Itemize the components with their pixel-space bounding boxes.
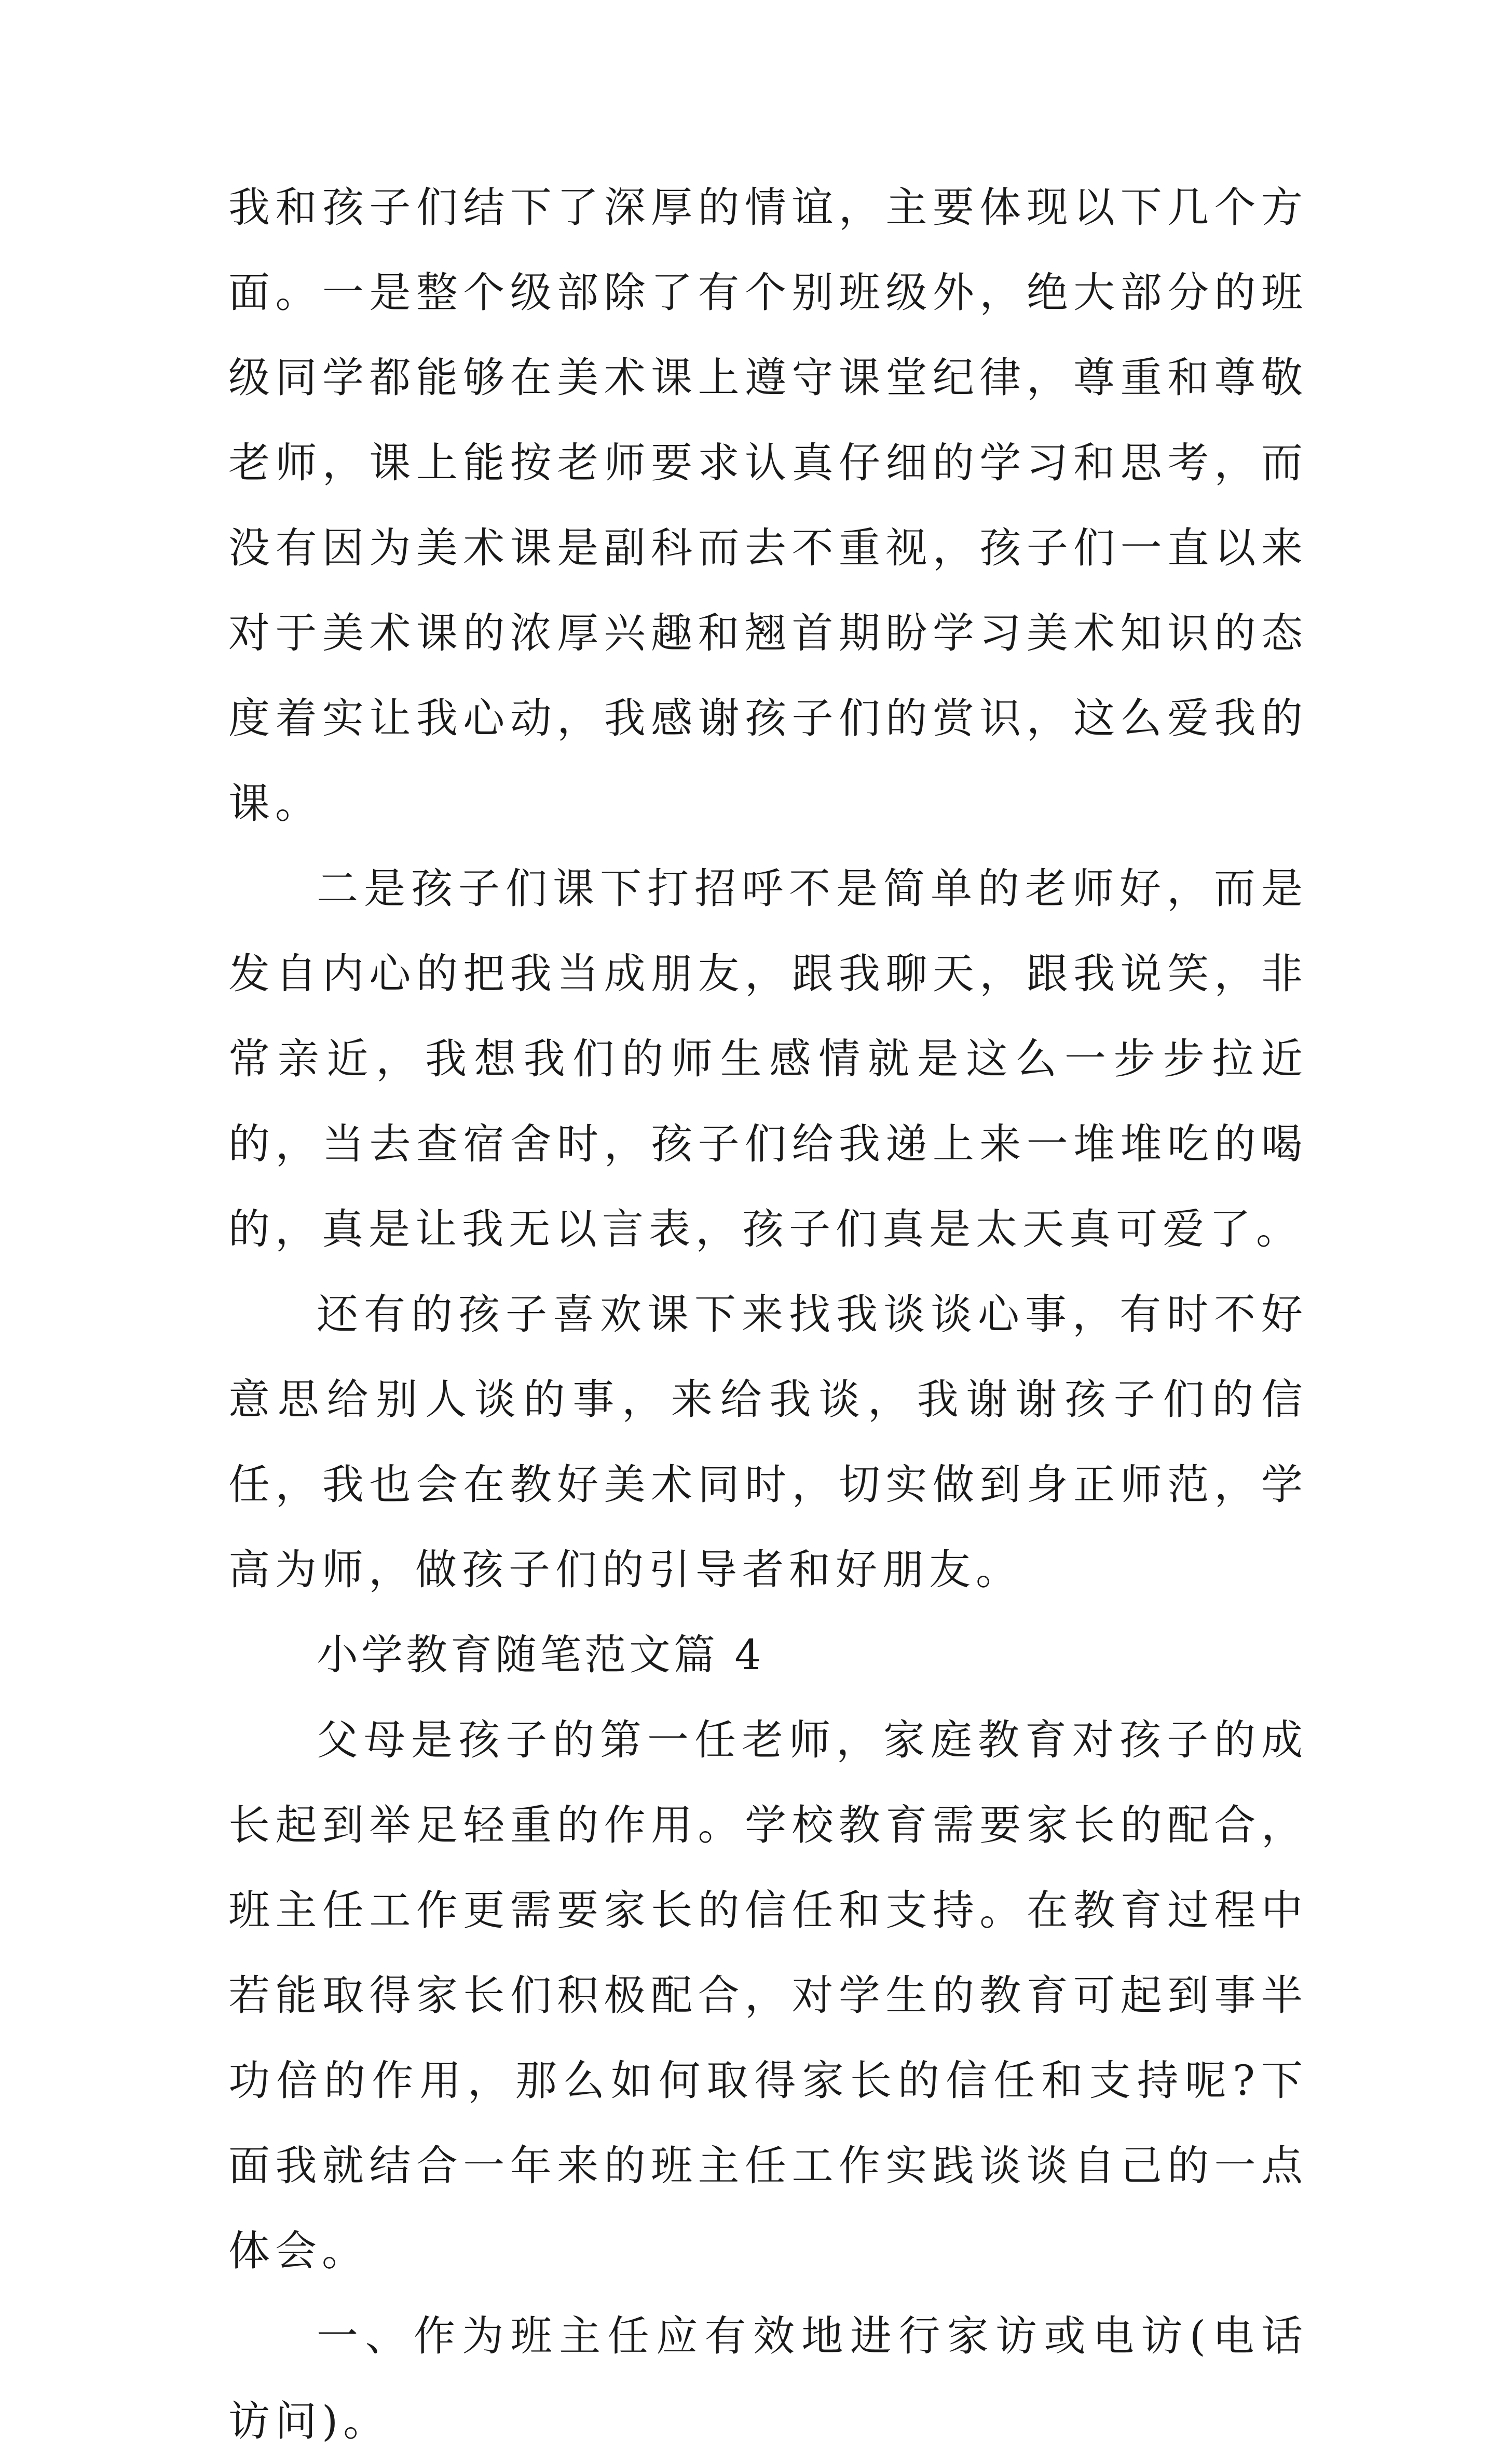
paragraph-home-visits: 一、作为班主任应有效地进行家访或电访(电话访问)。 bbox=[228, 2312, 1308, 2445]
paragraph-greetings: 二是孩子们课下打招呼不是简单的老师好，而是发自内心的把我当成朋友，跟我聊天，跟我说笑，非常亲近，我想我们的师生感情就是这么一步步拉近的，当去查宿舍时，孩子们给我递上来一堆堆吃的喝的，真是让我无以言表，孩子们真是太天真可爱了。 bbox=[228, 864, 1308, 1253]
paragraph-friendship-intro: 我和孩子们结下了深厚的情谊，主要体现以下几个方面。一是整个级部除了有个别班级外，绝大部分的班级同学都能够在美术课上遵守课堂纪律，尊重和尊敬老师，课上能按老师要求认真仔细的学习和思考，而没有因为美术课是副科而去不重视，孩子们一直以来对于美术课的浓厚兴趣和翘首期盼学习美术知识的态度着实让我心动，我感谢孩子们的赏识，这么爱我的课。 bbox=[228, 183, 1308, 828]
paragraph-parents-role: 父母是孩子的第一任老师，家庭教育对孩子的成长起到举足轻重的作用。学校教育需要家长的配合，班主任工作更需要家长的信任和支持。在教育过程中若能取得家长们积极配合，对学生的教育可起到事半功倍的作用，那么如何取得家长的信任和支持呢?下面我就结合一年来的班主任工作实践谈谈自己的一点体会。 bbox=[228, 1716, 1308, 2275]
paragraph-confidences: 还有的孩子喜欢课下来找我谈谈心事，有时不好意思给别人谈的事，来给我谈，我谢谢孩子们的信任，我也会在教好美术同时，切实做到身正师范，学高为师，做孩子们的引导者和好朋友。 bbox=[228, 1290, 1308, 1594]
section-heading: 小学教育随笔范文篇 4 bbox=[317, 1631, 764, 1679]
document-body bbox=[228, 165, 1308, 2464]
